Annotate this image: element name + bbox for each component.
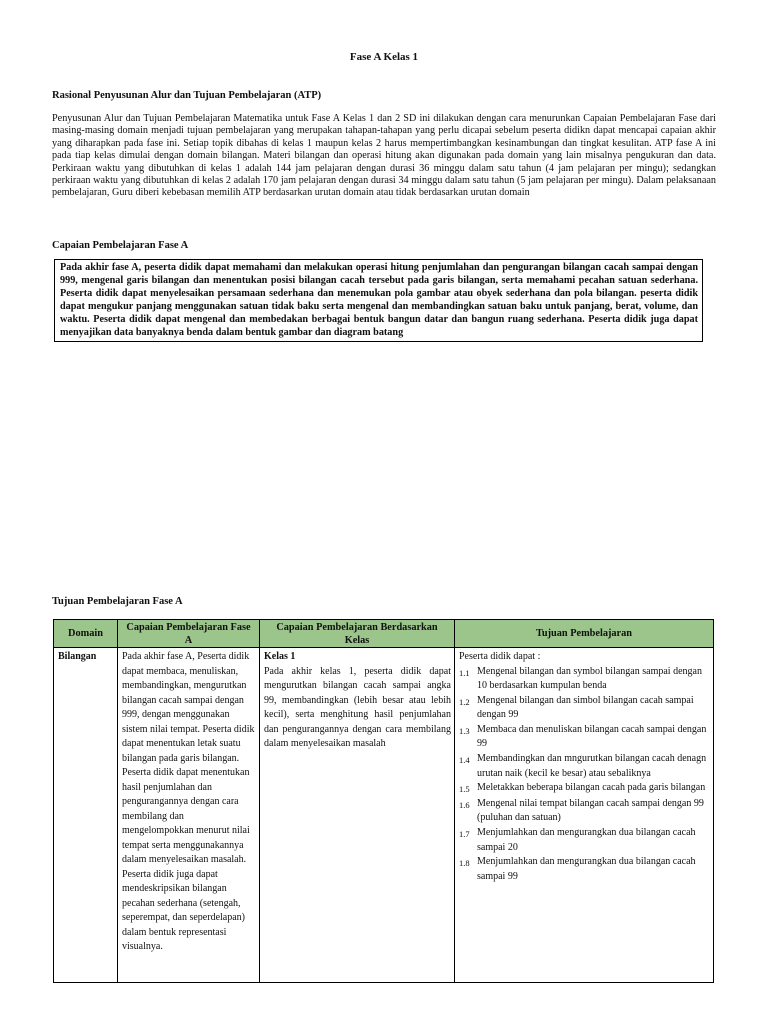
tp-text: Mengenal nilai tempat bilangan cacah sampai dengan 99 (puluhan dan satuan): [477, 797, 704, 824]
tp-number: 1.3: [459, 725, 470, 736]
tp-number: 1.7: [459, 829, 470, 840]
kelas-text: Pada akhir kelas 1, peserta didik dapat mengurutkan bilangan cacah sampai angka 99, membandingkan (lebih besar atau lebih kecil), serta menghitung hasil penjumlahan dan pengurangannya dengan cara membilang dalam menyelesaikan masalah: [264, 665, 451, 749]
tp-text: Membaca dan menuliskan bilangan cacah sampai dengan 99: [477, 723, 707, 750]
table-header-row: [54, 620, 714, 648]
tp-text: Meletakkan beberapa bilangan cacah pada garis bilangan: [477, 782, 706, 794]
tp-number: 1.6: [459, 799, 470, 810]
cell-domain: Bilangan: [54, 648, 118, 983]
rasional-paragraph: Penyusunan Alur dan Tujuan Pembelajaran Matematika untuk Fase A Kelas 1 dan 2 SD ini dilakukan dengan cara menurunkan Capaian Pembelajaran Fase dari masing-masing domain menjadi tujuan pembelajaran yang merupakan tahapan-tahapan yang perlu dicapai sebelum peserta didikn dapat mencapai capaian akhir yang diharapkan pada fase ini. Setiap topik dibahas di kelas 1 maupun kelas 2 harus mempertimbangkan kesinambungan dan tingkat kesulitan. ATP fase A ini pada tiap kelas dimulai dengan domain bilangan. Materi bilangan dan operasi hitung akan digunakan pada domain yang lain misalnya pengukuran dan data. Perkiraan waktu yang dibutuhkan di kelas 1 adalah 144 jam pelajaran dengan durasi 36 minggu dalam satu tahun (4 jam pelajaran per mingu); sedangkan perkiraan waktu yang dibutuhkan di kelas 2 adalah 170 jam pelajaran dengan durasi 34 minggu dalam satu tahun (5 jam pelajaran per mingu). Dalam pelaksanaan pembelajaran, Guru diberi kebebasan memilih ATP berdasarkan urutan domain atau tidak berdasarkan urutan domain: [52, 113, 716, 199]
tp-text: Menjumlahkan dan mengurangkan dua bilangan cacah sampai 99: [477, 856, 696, 882]
list-item: [459, 752, 710, 781]
rasional-heading: Rasional Penyusunan Alur dan Tujuan Pembelajaran (ATP): [52, 90, 322, 101]
tp-number: 1.2: [459, 696, 470, 707]
tp-text: Menjumlahkan dan mengurangkan dua bilangan cacah sampai 20: [477, 827, 696, 853]
tp-text: Membandingkan dan mngurutkan bilangan cacah denagn urutan naik (kecil ke besar) atau sebaliknya: [477, 753, 707, 779]
list-item: [459, 694, 710, 723]
cell-tujuan: [455, 648, 714, 983]
tp-number: 1.1: [459, 667, 470, 678]
capaian-heading: Capaian Pembelajaran Fase A: [52, 240, 189, 251]
tp-text: Mengenal bilangan dan simbol bilangan cacah sampai dengan 99: [477, 694, 694, 721]
tp-text: Mengenal bilangan dan symbol bilangan sampai dengan 10 berdasarkan kumpulan benda: [477, 665, 702, 692]
list-item: [459, 797, 710, 826]
tujuan-heading: Tujuan Pembelajaran Fase A: [52, 596, 183, 607]
header-domain: Domain: [54, 620, 118, 648]
tp-number: 1.5: [459, 784, 470, 795]
table-row: [54, 648, 714, 983]
capaian-box: Pada akhir fase A, peserta didik dapat memahami dan melakukan operasi hitung penjumlahan dan pengurangan bilangan cacah sampai dengan 999, mengenal garis bilangan dan menentukan posisi bilangan cacah tersebut pada garis bilangan, serta memahami pecahan satuan sederhana. Peserta didik dapat menyelesaikan persamaan sederhana dan menemukan pola gambar atau obyek sederhana dan pola bilangan. peserta didik dapat mengukur panjang menggunakan satuan tidak baku serta mengenal dan membandingkan satuan baku untuk panjang, berat, volume, dan waktu. Peserta didik dapat mengenal dan membedakan berbagai bentuk bangun datar dan bangun ruang sederhana. Peserta didik juga dapat menyajikan data banyaknya benda dalam bentuk gambar dan diagram batang: [54, 259, 703, 342]
cell-cp-fase: Pada akhir fase A, Peserta didik dapat membaca, menuliskan, membandingkan, mengurutkan bilangan cacah sampai dengan 999, dengan menggunakan sistem nilai tempat. Peserta didik dapat menentukan letak suatu bilangan pada garis bilangan. Peserta didik dapat menentukan hasil penjumlahan dan pengurangannya dengan cara membilang dan mengelompokkan menurut nilai tempat serta menggunakannya dalam menyelesaikan masalah. Peserta didik juga dapat mendeskripsikan bilangan pecahan sederhana (setengah, seperempat, dan seperdelapan) dalam bentuk representasi visualnya.: [118, 648, 260, 983]
tp-intro: Peserta didik dapat :: [459, 651, 541, 662]
header-tujuan: Tujuan Pembelajaran: [455, 620, 714, 648]
cell-cp-kelas: [260, 648, 455, 983]
tp-number: 1.8: [459, 858, 470, 869]
tujuan-table: [53, 619, 714, 983]
header-cp-kelas: Capaian Pembelajaran Berdasarkan Kelas: [260, 620, 455, 648]
list-item: [459, 723, 710, 752]
kelas-title: Kelas 1: [264, 651, 296, 662]
list-item: [459, 665, 710, 694]
header-cp-fase: Capaian Pembelajaran Fase A: [118, 620, 260, 648]
list-item: [459, 855, 710, 884]
tp-number: 1.4: [459, 755, 470, 766]
page-title: Fase A Kelas 1: [349, 51, 419, 63]
list-item: [459, 781, 710, 797]
list-item: [459, 826, 710, 855]
tp-list: [459, 665, 710, 885]
